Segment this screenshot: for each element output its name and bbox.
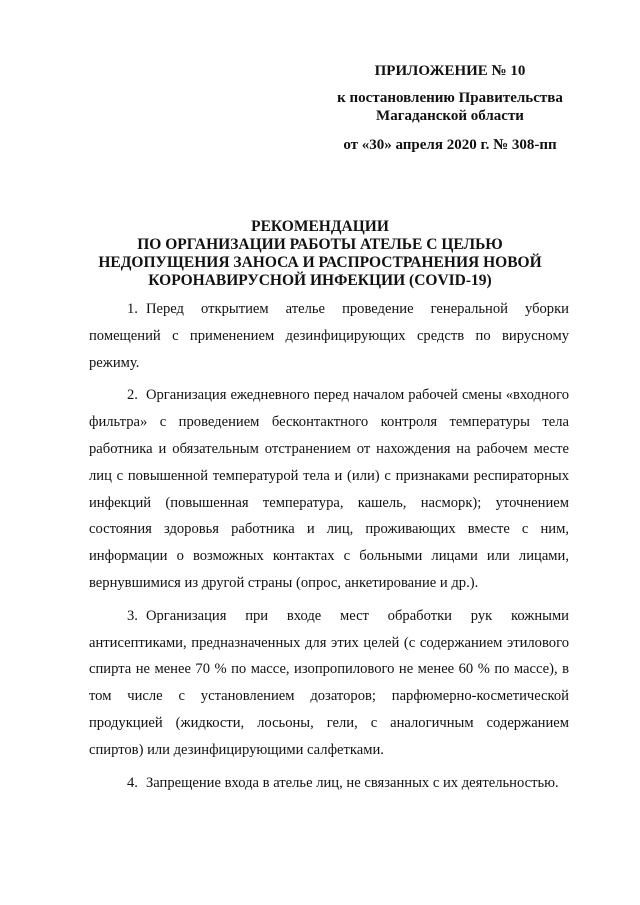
item-text: Запрещение входа в ателье лиц, не связанных с их деятельностью. [145, 774, 559, 791]
document-title [60, 218, 580, 290]
appendix-number: ПРИЛОЖЕНИЕ № 10 [374, 63, 526, 79]
document-body [89, 296, 569, 802]
appendix-date: от «30» апреля 2020 г. № 308-пп [343, 137, 557, 153]
list-item [89, 382, 569, 596]
item-number: 1. [127, 301, 138, 317]
title-line-2: ПО ОРГАНИЗАЦИИ РАБОТЫ АТЕЛЬЕ С ЦЕЛЬЮ [137, 236, 503, 253]
appendix-reference-line-1: к постановлению Правительства [337, 90, 563, 106]
list-item [89, 296, 569, 376]
list-item [89, 603, 569, 764]
title-line-4: КОРОНАВИРУСНОЙ ИНФЕКЦИИ (COVID-19) [148, 272, 492, 289]
item-text: Организация при входе мест обработки рук кожными антисептиками, предназначенных для этих целей (с содержанием этилового спирта не менее 70 % по массе, изопропилового не менее 60 % по массе), в том числе с установлением дозаторов; парфюмерно-косметической продукцией (жидкости, лосьоны, гели, с аналогичным содержанием спиртов) или дезинфицирующими салфетками. [89, 607, 569, 758]
title-line-3: НЕДОПУЩЕНИЯ ЗАНОСА И РАСПРОСТРАНЕНИЯ НОВОЙ [98, 254, 542, 271]
appendix-reference [300, 89, 600, 125]
item-text: Перед открытием ателье проведение генеральной уборки помещений с применением дезинфицирующих средств по вирусному режиму. [89, 301, 569, 371]
item-number: 4. [127, 774, 138, 791]
list-item [89, 770, 569, 797]
item-number: 2. [127, 387, 138, 404]
appendix-reference-line-2: Магаданской области [376, 108, 524, 124]
item-text: Организация ежедневного перед началом рабочей смены «входного фильтра» с проведением бесконтактного контроля температуры тела работника и обязательным отстранением от нахождения на рабочем месте лиц с повышенной температурой тела и (или) с признаками респираторных инфекций (повышенная температура, кашель, насморк); уточнением состояния здоровья работника и лиц, проживающих вместе с ним, информации о возможных контактах с больными лицами или лицами, вернувшимися из другой страны (опрос, анкетирование и др.). [89, 387, 569, 591]
item-number: 3. [127, 607, 138, 624]
title-line-1: РЕКОМЕНДАЦИИ [251, 218, 389, 235]
